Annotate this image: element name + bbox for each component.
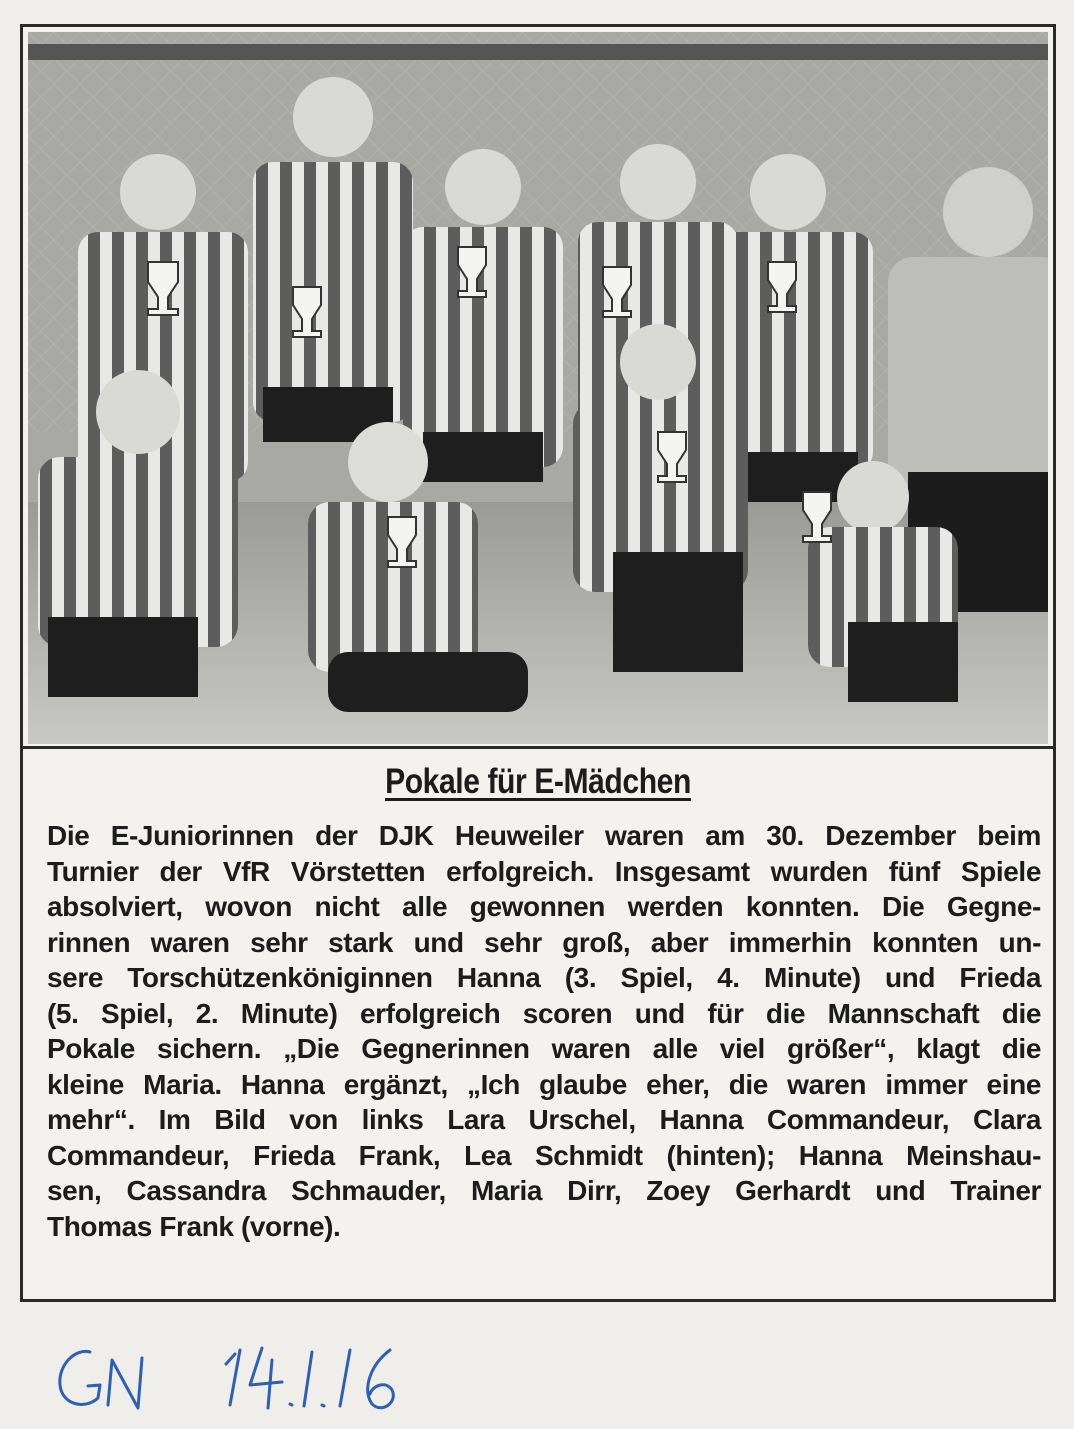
article-line: Pokale sichern. „Die Gegnerinnen waren alle viel größer“, klagt die <box>47 1033 1041 1064</box>
article-line: kleine Maria. Hanna ergänzt, „Ich glaube eher, die waren immer eine <box>47 1068 1041 1100</box>
article-body <box>47 818 1041 1244</box>
photo-divider <box>23 746 1053 749</box>
article-line: Commandeur, Frieda Frank, Lea Schmidt (hinten); Hanna Meinshau- <box>47 1139 1041 1171</box>
article-line: Turnier der VfR Vörstetten erfolgreich. Insgesamt wurden fünf Spiele <box>47 855 1041 887</box>
newspaper-clipping <box>20 24 1056 1302</box>
article-line: absolviert, wovon nicht alle gewonnen werden konnten. Die Gegne- <box>47 891 1041 922</box>
handwriting-signature <box>50 1330 470 1420</box>
article-line: Die E-Juniorinnen der DJK Heuweiler waren am 30. Dezember beim <box>47 820 1041 851</box>
team-photo-illustration <box>28 32 1048 744</box>
article-line: sere Torschützenköniginnen Hanna (3. Spiel, 4. Minute) und Frieda <box>47 962 1041 993</box>
article-line: (5. Spiel, 2. Minute) erfolgreich scoren und für die Mannschaft die <box>47 997 1041 1029</box>
article-line: sen, Cassandra Schmauder, Maria Dirr, Zoey Gerhardt und Trainer <box>47 1175 1041 1206</box>
article-line: Thomas Frank (vorne). <box>47 1210 341 1242</box>
handwritten-source-date <box>50 1330 470 1420</box>
team-photo <box>28 32 1048 744</box>
article-line: mehr“. Im Bild von links Lara Urschel, Hanna Commandeur, Clara <box>47 1104 1041 1135</box>
article-headline: Pokale für E-Mädchen <box>385 762 691 801</box>
article-line: rinnen waren sehr stark und sehr groß, aber immerhin konnten un- <box>47 926 1041 958</box>
